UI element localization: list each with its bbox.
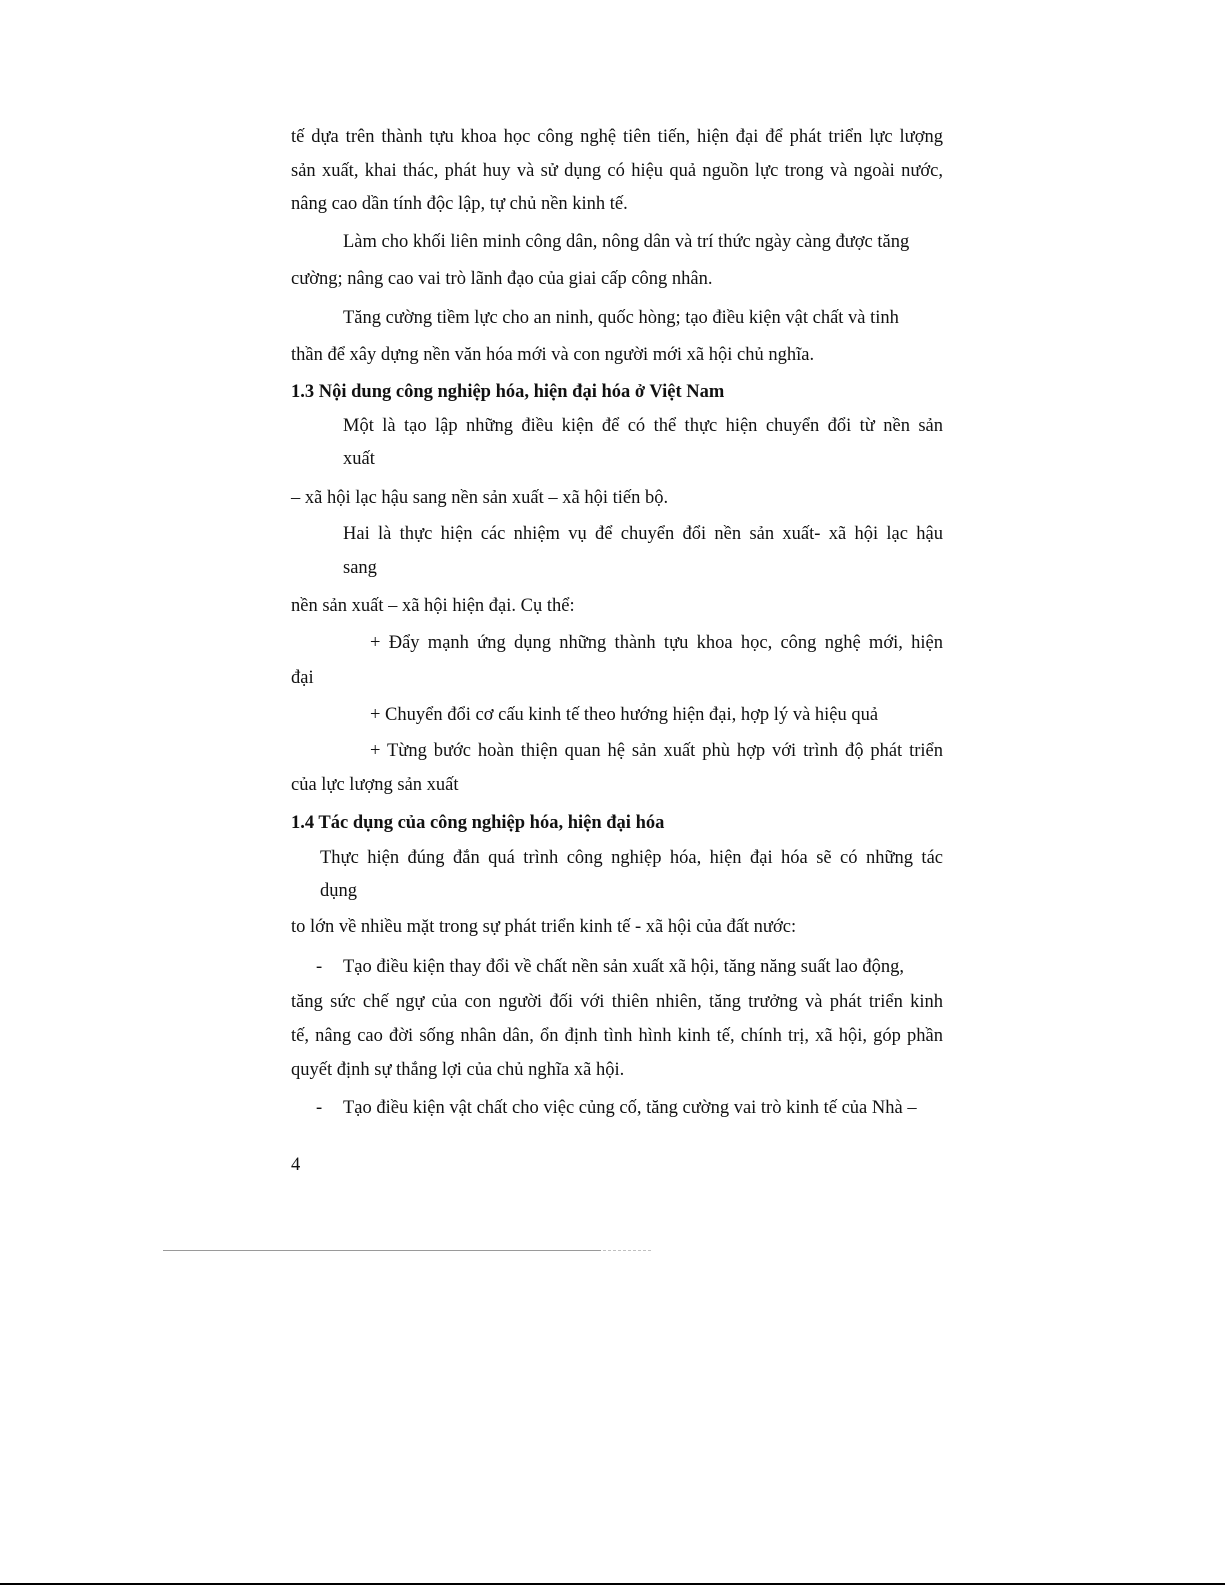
body-line: Làm cho khối liên minh công dân, nông dân và trí thức ngày càng được tăng: [343, 232, 910, 252]
bullet-line: + Từng bước hoàn thiện quan hệ sản xuất phù hợp với trình độ phát triển: [370, 741, 943, 761]
list-item-line: Tạo điều kiện vật chất cho việc củng cố, tăng cường vai trò kinh tế của Nhà –: [343, 1098, 917, 1118]
body-line: nâng cao dần tính độc lập, tự chủ nền kinh tế.: [291, 194, 628, 214]
body-line: nền sản xuất – xã hội hiện đại. Cụ thể:: [291, 596, 575, 616]
body-line: sản xuất, khai thác, phát huy và sử dụng có hiệu quả nguồn lực trong và ngoài nước,: [291, 161, 943, 181]
body-line: quyết định sự thắng lợi của chủ nghĩa xã hội.: [291, 1060, 625, 1080]
body-line: xuất: [343, 449, 375, 469]
bullet-line: + Chuyển đổi cơ cấu kinh tế theo hướng hiện đại, hợp lý và hiệu quả: [370, 705, 879, 725]
body-line: Hai là thực hiện các nhiệm vụ để chuyển đổi nền sản xuất- xã hội lạc hậu: [343, 524, 943, 544]
body-line: to lớn về nhiều mặt trong sự phát triển kinh tế - xã hội của đất nước:: [291, 917, 797, 937]
page-number: 4: [291, 1155, 301, 1175]
body-line: đại: [291, 668, 314, 688]
body-line: thần để xây dựng nền văn hóa mới và con người mới xã hội chủ nghĩa.: [291, 345, 815, 365]
body-line: Một là tạo lập những điều kiện để có thể thực hiện chuyển đổi từ nền sản: [343, 416, 943, 436]
section-heading-1-3: 1.3 Nội dung công nghiệp hóa, hiện đại hóa ở Việt Nam: [291, 382, 725, 402]
list-dash: -: [316, 957, 323, 977]
body-line: tế, nâng cao đời sống nhân dân, ổn định tình hình kinh tế, chính trị, xã hội, góp phần: [291, 1026, 943, 1046]
body-line: dụng: [320, 881, 357, 901]
page-separator-line: [163, 1250, 601, 1251]
bullet-line: + Đẩy mạnh ứng dụng những thành tựu khoa học, công nghệ mới, hiện: [370, 633, 943, 653]
body-line: Thực hiện đúng đắn quá trình công nghiệp hóa, hiện đại hóa sẽ có những tác: [320, 848, 943, 868]
list-item-line: Tạo điều kiện thay đổi về chất nền sản xuất xã hội, tăng năng suất lao động,: [343, 957, 905, 977]
body-line: tế dựa trên thành tựu khoa học công nghệ tiên tiến, hiện đại để phát triển lực lượng: [291, 127, 943, 147]
section-heading-1-4: 1.4 Tác dụng của công nghiệp hóa, hiện đại hóa: [291, 813, 665, 833]
body-line: – xã hội lạc hậu sang nền sản xuất – xã hội tiến bộ.: [291, 488, 669, 508]
body-line: Tăng cường tiềm lực cho an ninh, quốc hòng; tạo điều kiện vật chất và tinh: [343, 308, 899, 328]
body-line: cường; nâng cao vai trò lãnh đạo của giai cấp công nhân.: [291, 269, 713, 289]
page-separator-dashes: [603, 1250, 651, 1251]
list-dash: -: [316, 1098, 323, 1118]
body-line: tăng sức chế ngự của con người đối với thiên nhiên, tăng trưởng và phát triển kinh: [291, 992, 943, 1012]
body-line: của lực lượng sản xuất: [291, 775, 459, 795]
body-line: sang: [343, 558, 377, 578]
